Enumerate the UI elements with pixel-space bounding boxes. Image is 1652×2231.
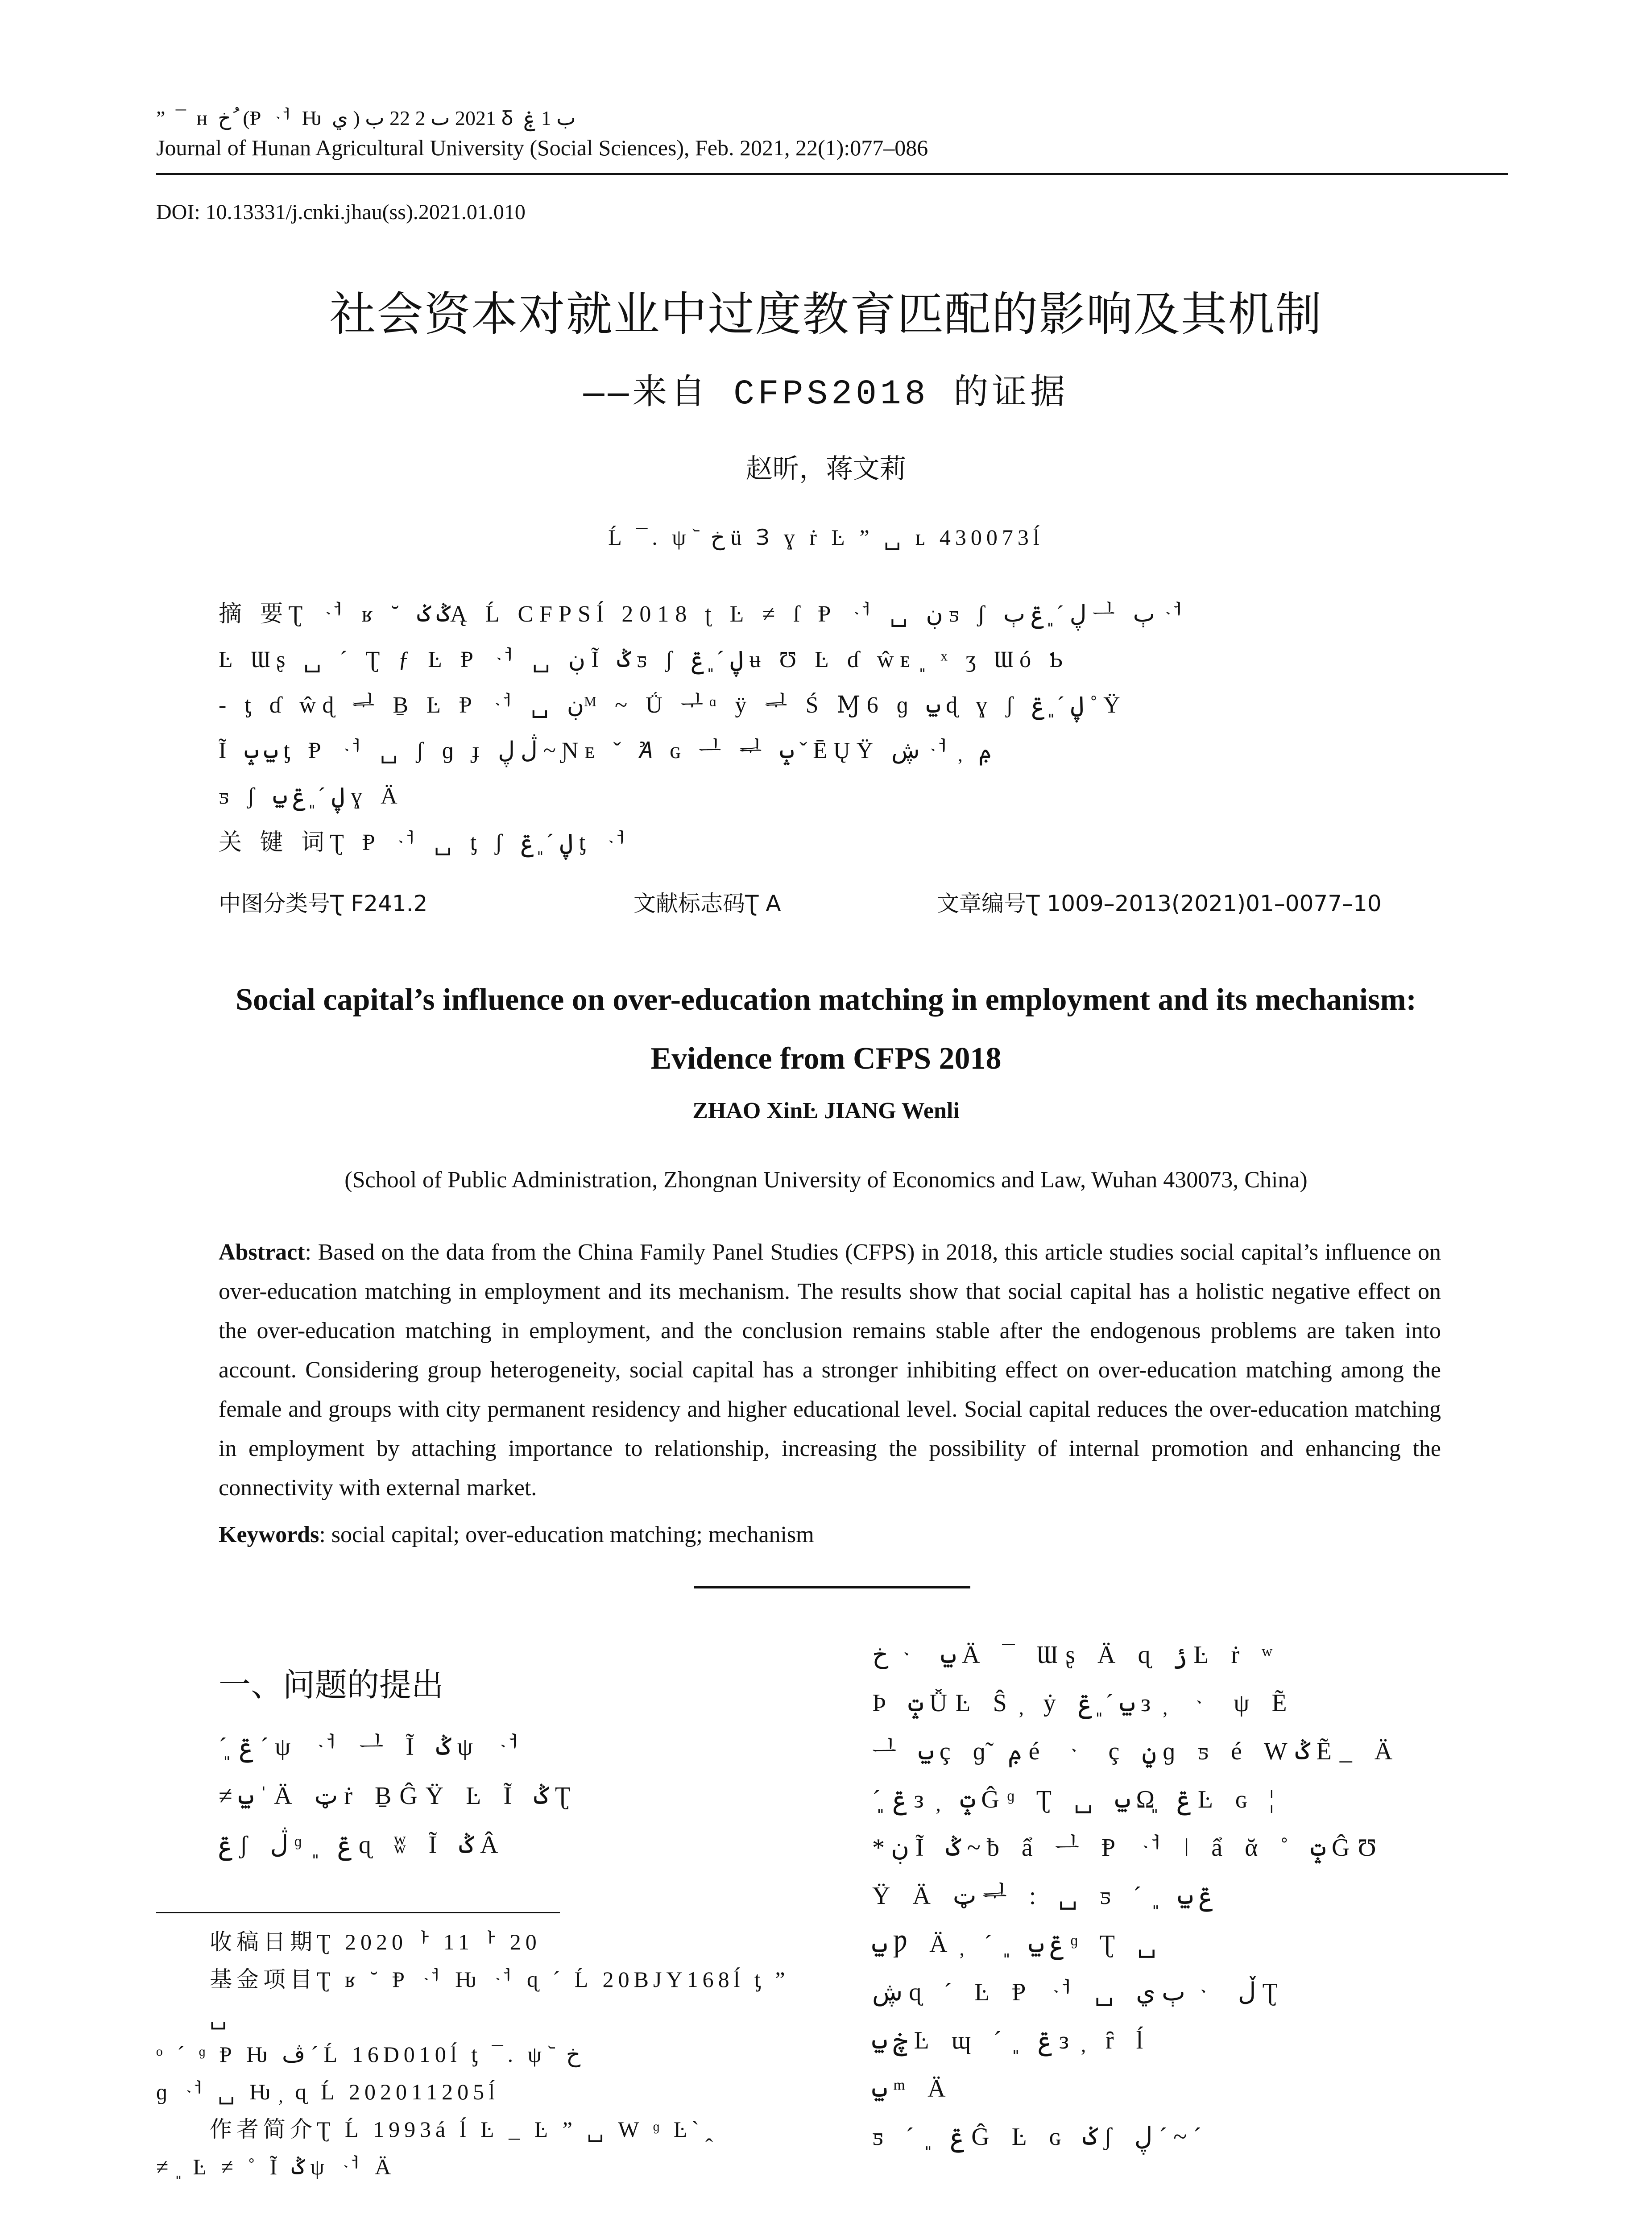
fund-info-cont: ɡ ᆟ ␣ Ƕ ̦ ɋ Ĺ 202011205ĺ <box>156 2079 500 2104</box>
left-column-body <box>219 1722 807 1870</box>
authors-cn: 赵昕，蒋文莉 <box>745 453 907 485</box>
body-line: ᆜ ݐ ç ɡ̃ ݦ é ᆞ ç ݧ ɡ ƽ é Wݣ Ẽ_ Ä <box>872 1738 1401 1765</box>
abstract-cn-line: Ŀ Ɯʂ ␣ ˊ Ʈ ƒ Ŀ Ᵽ ᆟ ␣ ڹ Ĩ ݣ ƽ ʃ ڸ ˊ ͈ ݝ ʉ Ʊ Ŀ ɗ ŵᴇ ͈ ˣ ʒ Ɯó Ƅ <box>219 647 1069 672</box>
body-line: ƽ ˊ ͈ ݝ Ĝ Ŀ ɢ ݢ ʃ ڸ ˊ ~ ˊ <box>872 2123 1202 2151</box>
running-header <box>156 102 1508 161</box>
abstract-cn-line <box>219 591 1441 637</box>
title-en-line: Evidence from CFPS 2018 <box>650 1041 1002 1076</box>
body-line: خ ᆞ ݐ Ä ¯ Ɯʂ Ä ɋ ݬ Ŀ ṙ ʷ <box>872 1641 1281 1669</box>
fund-info-cont: ᵒ ˊ ᶢ Ᵽ Ƕ ڤ ˊ Ĺ 16D010ĺ ƫ ¯. ψ ᷅ خ <box>156 2042 581 2067</box>
body-line: ≠ ݐ ˈ Ä ټ ṙ ḆĜŸ Ŀ Ĩ ݣ Ʈ <box>219 1782 579 1810</box>
abstract-cn-label: 摘 要 <box>219 601 289 627</box>
document-code: 文献标志码Ʈ A <box>633 891 781 916</box>
footnote-rule <box>156 1912 560 1913</box>
doi-line: DOI: 10.13331/j.cnki.jhau(ss).2021.01.010 <box>156 200 526 224</box>
body-line: ݐ Ƿ Ä ̦ ˊ ͈ ݝ ݐ ᶢ Ʈ ␣ <box>872 1930 1164 1958</box>
journal-header-en: Journal of Hunan Agricultural University (Social Sciences), Feb. 2021, 22(1):077–086 <box>156 135 928 160</box>
body-line: ݐ ᵐ Ä <box>872 2075 954 2102</box>
body-line: ˊ ͈ ݝ ˊ ψ ᆟ ᆜ Ĩ ݣ ψ ᆟ <box>219 1733 527 1761</box>
abstract-en-text: : Based on the data from the China Family Panel Studies (CFPS) in 2018, this article studies social capital’s influence on over-education matching in employment and its mechanism. The results show that social capital has a holistic negative effect on the over-education matching in employment, and the conclusion remains stable after the endogenous problems are taken into account. Considering group heterogeneity, social capital has a stronger inhibiting effect on over-education matching among the female and groups with city permanent residency and higher educational level. Social capital reduces the over-education matching in employment by attaching importance to relationship, increasing the possibility of internal promotion and enhancing the connectivity with external market. <box>219 1240 1441 1501</box>
subtitle-cn: ——来自 CFPS2018 的证据 <box>583 375 1069 414</box>
affiliation-en: (School of Public Administration, Zhongnan University of Economics and Law, Wuhan 430073, China) <box>344 1167 1308 1193</box>
keywords-en-label: Keywords <box>219 1522 319 1547</box>
fund-info: 基金项目Ʈ ʁ ˘ Ᵽ ᆟ Ƕ ᆟ ɋ ˊ Ĺ 20BJY168ĺ ƫ ” ␣ <box>210 1967 790 2029</box>
abstract-cn <box>219 591 1441 819</box>
abstract-cn-line: ‐ ƫ ɗ ŵɖ ᆗ Ḇ Ŀ Ᵽ ᆟ ␣ ڹᴹ ~ Ǘ ᆛᵅ ÿ ᆗ Ś Ɱ6 ɡ ݐ ɖ ɣ ʃ ڸ ˊ ͈ ݝ ˚ Ÿ <box>219 693 1126 718</box>
article-number: 文章编号Ʈ 1009–2013(2021)01–0077–10 <box>937 891 1382 916</box>
keywords-cn <box>219 823 1441 857</box>
body-line: Ÿ Ä ټ ᆗ : ␣ ƽ ˊ ͈ ݝ ݐ <box>872 1882 1214 1910</box>
right-column-body <box>872 1631 1515 2161</box>
received-date: 收稿日期Ʈ 2020ᅡ 11ᅡ 20 <box>210 1929 541 1954</box>
section-heading-one: 一、问题的提出 <box>219 1666 444 1704</box>
title-en <box>0 970 1652 1088</box>
abstract-en-label: Abstract <box>219 1240 305 1265</box>
clc-number: 中图分类号Ʈ F241.2 <box>219 891 428 916</box>
author-bio-cont: ≠ ͈ Ŀ ≠ ˚ Ĩ ݣ ψ ᆟ Ä <box>156 2154 396 2179</box>
authors-en: ZHAO XinĿ JIANG Wenli <box>692 1098 960 1124</box>
body-line: Þ ݓ ǙĿ Ŝ ̦ ẏ ݐ ˊ ͈ ݝ ᴈ ̦ ᆞ ψ Ẽ <box>872 1689 1295 1717</box>
section-divider-rule <box>694 1586 970 1588</box>
body-line: ˊ ͈ ݝ ᴈ ̦ ݓ Ĝᶢ Ʈ ␣ ݐ Ω͈ ݝ Ŀ ɢ ¦ <box>872 1786 1282 1813</box>
title-en-line: Social capital’s influence on over-education matching in employment and its mechanism: <box>236 983 1416 1017</box>
body-line: ݝ ʃ ڷ ᶢ ͈ ݝ ɋ ʬ Ĩ ݣ Â <box>219 1831 506 1859</box>
footnotes <box>156 1923 812 2185</box>
keywords-cn-text: Ʈ Ᵽ ᆟ ␣ ƫ ʃ ڸ ˊ ͈ ݝ ƫ ᆟ <box>330 830 633 855</box>
body-line: ڜ ɋ ˊ Ŀ Ᵽ ᆟ ␣ ٻ ي ᆞ ڵ Ʈ <box>872 1978 1286 2006</box>
abstract-cn-line: ƽ ʃ ڸ ˊ ͈ ݝ ݐ ɣ Ä <box>219 784 404 809</box>
journal-header-cn: ” ¯ ʜ خ ُ (Ᵽ ᆟ Ƕ ي ) 2021 ٮ 2 22 ب Ᵹ ب 1 ۼ <box>156 107 576 129</box>
affiliation-cn: Ĺ ¯. ψ ᷅ خ ü Ɜ ɣ ṙ Ŀ ” ␣ ʟ 430073ĺ <box>608 525 1044 550</box>
keywords-en-text: : social capital; over-education matching; mechanism <box>319 1522 814 1547</box>
author-bio: 作者简介Ʈ Ĺ 1993á ĺ Ŀ _ Ŀ ” ␣ W ᶢ Ŀˋ ̭ <box>210 2117 714 2142</box>
title-cn: 社会资本对就业中过度教育匹配的影响及其机制 <box>329 287 1323 341</box>
abstract-en <box>219 1233 1441 1508</box>
abstract-cn-text: Ʈ ᆟ ʁ ˘ ݣ ݢĄ Ĺ CFPSĺ 2018 ʈ Ŀ ≠ ſ Ᵽ ᆟ ␣ ڹ ƽ ʃ ڸ ˊ ͈ ݝ ٻ ᆜ ٻ ᆟ <box>288 601 1189 627</box>
body-line: * ڹ Ĩ ݣ ~ ƀ ẩ ᆜ Ᵽ ᆟ ǀ ẩ ᾰ ˚ ݓ ĜƱ <box>872 1834 1385 1862</box>
abstract-cn-line: Ĩ ݐ ݒ ƫ Ᵽ ᆟ ␣ ʃ ɡ ɟ ڷ ڸ ~ Ɲᴇ ˇ Ꞻ ɢ ᆜ ᆗ ݒ ˇ ĒŲŸ ڜ ᆟ ̦ ݦ <box>219 738 992 763</box>
body-line: ڿ ݐ Ŀ ɰ ˊ ͈ ݝ ᴈ ̦ ȓ ĺ <box>872 2027 1151 2054</box>
header-rule <box>156 173 1508 175</box>
keywords-cn-label: 关 键 词 <box>219 829 330 856</box>
keywords-en <box>219 1522 1441 1548</box>
